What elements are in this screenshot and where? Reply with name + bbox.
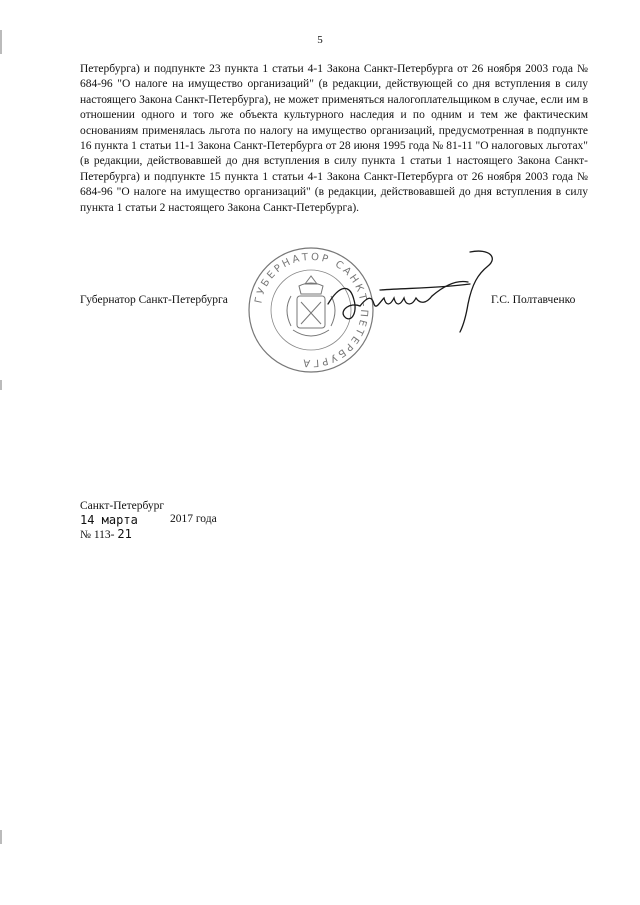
- signatory-name: Г.С. Полтавченко: [491, 294, 576, 306]
- law-number: [80, 527, 132, 541]
- law-number-prefix: № 113-: [80, 529, 115, 541]
- scan-edge-mark: [0, 380, 2, 390]
- signature-image: [320, 244, 510, 344]
- page-number: 5: [317, 34, 323, 46]
- signatory-title: Губернатор Санкт-Петербурга: [80, 294, 228, 306]
- place-of-signing: Санкт-Петербург: [80, 500, 165, 512]
- body-paragraph: Петербурга) и подпункте 23 пункта 1 статьи 4-1 Закона Санкт-Петербурга от 26 ноября 2003 года № 684-96 "О налоге на имущество организаций" (в редакции, действующей со дня вступления в силу настоящего Закона Санкт-Петербурга), не может применяться налогоплательщиком в случае, если им в отношении одного и того же объекта культурного наследия и по одним и тем же фактическим основаниям применялась льгота по налогу на имущество организаций, предусмотренная в подпункте 16 пункта 1 статьи 11-1 Закона Санкт-Петербурга от 28 июня 1995 года № 81-11 "О налоговых льготах" (в редакции, действовавшей до дня вступления в силу пункта 1 статьи 1 настоящего Закона Санкт-Петербурга) и подпункте 15 пункта 1 статьи 4-1 Закона Санкт-Петербурга от 26 ноября 2003 года № 684-96 "О налоге на имущество организаций" (в редакции, действовавшей до дня вступления в силу пункта 1 статьи 2 настоящего Закона Санкт-Петербурга).: [80, 63, 588, 214]
- seal-lettering: ГУБЕРНАТОР САНКТ-ПЕТЕРБУРГА: [253, 251, 370, 369]
- scan-edge-mark: [0, 830, 2, 844]
- date-year: 2017 года: [170, 513, 217, 525]
- law-number-handwritten: 21: [117, 527, 132, 541]
- date-handwritten: 14 марта: [80, 513, 138, 527]
- date-line: [80, 513, 217, 527]
